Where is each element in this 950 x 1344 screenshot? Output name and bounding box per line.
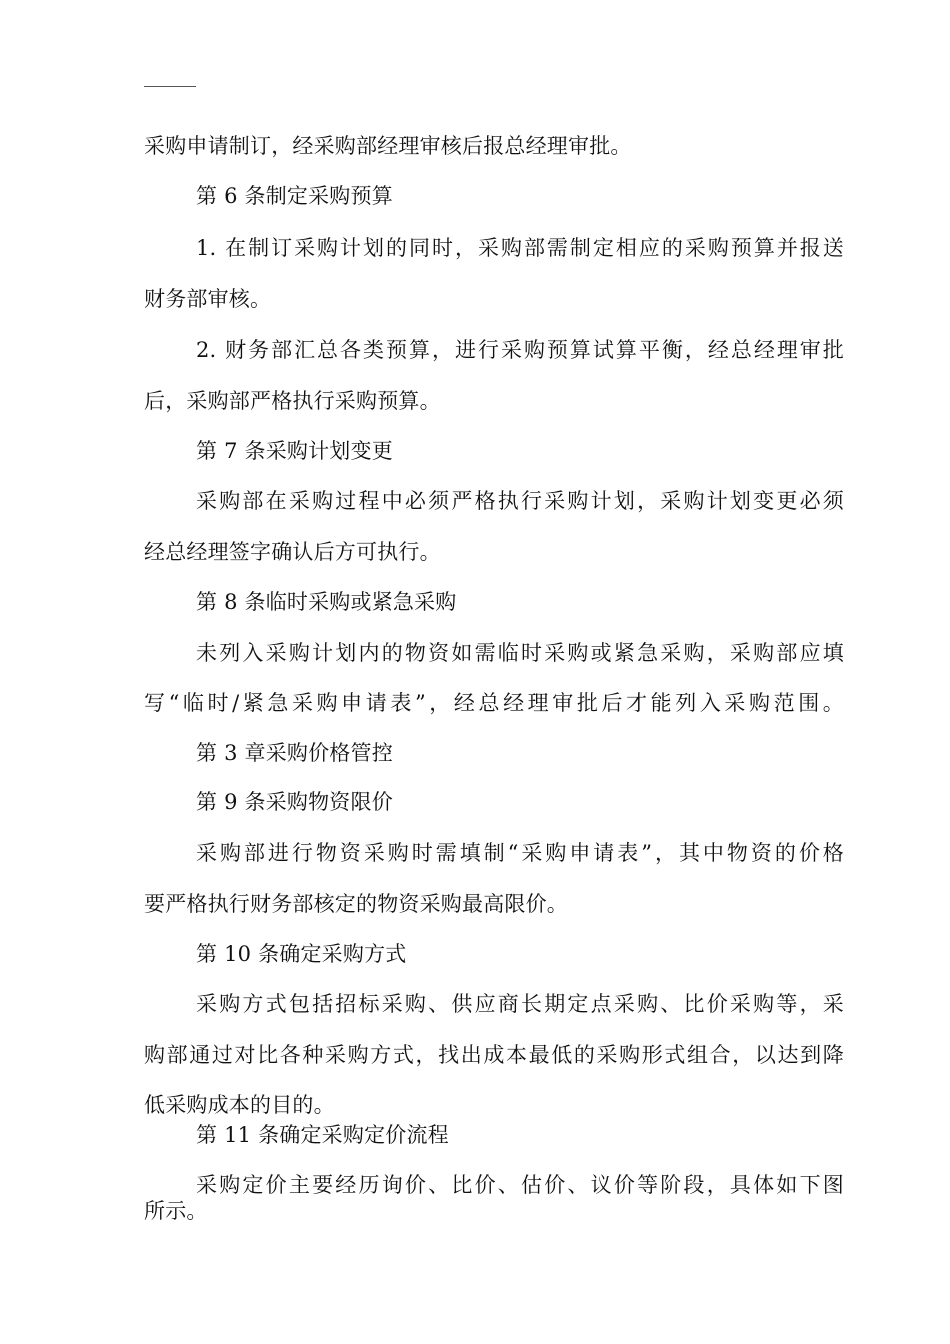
paragraph-line: 未列入采购计划内的物资如需临时采购或紧急采购，采购部应填 xyxy=(196,641,844,665)
paragraph-line: 1. 在制订采购计划的同时，采购部需制定相应的采购预算并报送 xyxy=(196,236,844,260)
paragraph-line: 低采购成本的目的。 xyxy=(144,1093,335,1117)
paragraph-line: 采购申请制订，经采购部经理审核后报总经理审批。 xyxy=(144,134,632,158)
article-heading: 第 6 条制定采购预算 xyxy=(196,184,393,208)
paragraph-line: 购部通过对比各种采购方式，找出成本最低的采购形式组合，以达到降 xyxy=(144,1043,844,1067)
chapter-heading: 第 3 章采购价格管控 xyxy=(196,741,393,765)
paragraph-line: 采购定价主要经历询价、比价、估价、议价等阶段，具体如下图 xyxy=(196,1173,844,1197)
paragraph-line: 要严格执行财务部核定的物资采购最高限价。 xyxy=(144,892,568,916)
paragraph-line: 采购部进行物资采购时需填制“采购申请表”，其中物资的价格 xyxy=(196,841,844,865)
article-heading: 第 10 条确定采购方式 xyxy=(196,942,407,966)
paragraph-line: 经总经理签字确认后方可执行。 xyxy=(144,540,441,564)
paragraph-line: 写“临时/紧急采购申请表”，经总经理审批后才能列入采购范围。 xyxy=(144,691,844,715)
paragraph-line: 采购部在采购过程中必须严格执行采购计划，采购计划变更必须 xyxy=(196,489,844,513)
article-heading: 第 8 条临时采购或紧急采购 xyxy=(196,590,457,614)
article-heading: 第 9 条采购物资限价 xyxy=(196,790,393,814)
article-heading: 第 11 条确定采购定价流程 xyxy=(196,1123,449,1147)
article-heading: 第 7 条采购计划变更 xyxy=(196,439,393,463)
header-rule xyxy=(144,86,196,87)
paragraph-line: 采购方式包括招标采购、供应商长期定点采购、比价采购等，采 xyxy=(196,992,844,1016)
paragraph-line: 后，采购部严格执行采购预算。 xyxy=(144,389,441,413)
paragraph-line: 2. 财务部汇总各类预算，进行采购预算试算平衡，经总经理审批 xyxy=(196,338,844,362)
paragraph-line: 所示。 xyxy=(144,1199,208,1223)
paragraph-line: 财务部审核。 xyxy=(144,287,272,311)
